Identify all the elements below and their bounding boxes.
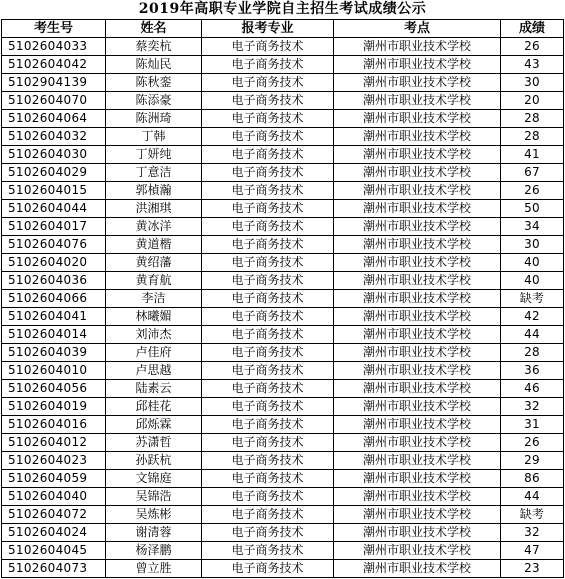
score-cell: 86 <box>501 470 564 488</box>
table-row <box>2 74 564 92</box>
exam-site-cell: 潮州市职业技术学校 <box>334 434 501 452</box>
name-cell: 陈灿民 <box>106 56 202 74</box>
table-row <box>2 542 564 560</box>
table-row <box>2 56 564 74</box>
exam-site-cell: 潮州市职业技术学校 <box>334 344 501 362</box>
name-cell: 邱烁霖 <box>106 416 202 434</box>
exam-no-cell: 5102604045 <box>2 542 106 560</box>
exam-no-cell: 5102604059 <box>2 470 106 488</box>
major-cell: 电子商务技术 <box>202 182 334 200</box>
name-cell: 陈秋銮 <box>106 74 202 92</box>
major-cell: 电子商务技术 <box>202 524 334 542</box>
exam-no-cell: 5102604024 <box>2 524 106 542</box>
name-cell: 黄冰洋 <box>106 218 202 236</box>
score-cell: 28 <box>501 128 564 146</box>
major-cell: 电子商务技术 <box>202 542 334 560</box>
exam-no-cell: 5102604033 <box>2 38 106 56</box>
table-row <box>2 128 564 146</box>
table-row <box>2 524 564 542</box>
score-cell: 34 <box>501 218 564 236</box>
major-cell: 电子商务技术 <box>202 74 334 92</box>
major-cell: 电子商务技术 <box>202 110 334 128</box>
table-row <box>2 236 564 254</box>
exam-site-cell: 潮州市职业技术学校 <box>334 164 501 182</box>
exam-site-cell: 潮州市职业技术学校 <box>334 56 501 74</box>
exam-no-cell: 5102604072 <box>2 506 106 524</box>
score-cell: 26 <box>501 38 564 56</box>
major-cell: 电子商务技术 <box>202 506 334 524</box>
exam-site-cell: 潮州市职业技术学校 <box>334 362 501 380</box>
major-cell: 电子商务技术 <box>202 416 334 434</box>
score-cell: 28 <box>501 344 564 362</box>
score-cell: 32 <box>501 398 564 416</box>
score-cell: 20 <box>501 92 564 110</box>
exam-no-cell: 5102604040 <box>2 488 106 506</box>
exam-no-cell: 5102604076 <box>2 236 106 254</box>
table-row <box>2 200 564 218</box>
score-cell: 44 <box>501 488 564 506</box>
name-cell: 林曦媚 <box>106 308 202 326</box>
table-row <box>2 272 564 290</box>
score-cell: 23 <box>501 560 564 578</box>
table-row <box>2 218 564 236</box>
major-cell: 电子商务技术 <box>202 488 334 506</box>
score-cell: 31 <box>501 416 564 434</box>
name-cell: 黄绍藩 <box>106 254 202 272</box>
name-cell: 丁意洁 <box>106 164 202 182</box>
name-cell: 李洁 <box>106 290 202 308</box>
exam-no-cell: 5102604070 <box>2 92 106 110</box>
table-row <box>2 560 564 578</box>
col-header-exam-site: 考点 <box>334 20 501 38</box>
table-row <box>2 308 564 326</box>
exam-site-cell: 潮州市职业技术学校 <box>334 308 501 326</box>
major-cell: 电子商务技术 <box>202 560 334 578</box>
exam-site-cell: 潮州市职业技术学校 <box>334 200 501 218</box>
major-cell: 电子商务技术 <box>202 146 334 164</box>
table-row <box>2 290 564 308</box>
score-cell: 43 <box>501 56 564 74</box>
name-cell: 陆素云 <box>106 380 202 398</box>
table-row <box>2 164 564 182</box>
table-row <box>2 380 564 398</box>
table-row <box>2 506 564 524</box>
exam-site-cell: 潮州市职业技术学校 <box>334 38 501 56</box>
page-title: 2019年高职专业学院自主招生考试成绩公示 <box>138 1 427 17</box>
name-cell: 孙跃杭 <box>106 452 202 470</box>
exam-no-cell: 5102604039 <box>2 344 106 362</box>
name-cell: 卢思越 <box>106 362 202 380</box>
score-cell: 42 <box>501 308 564 326</box>
name-cell: 吴炼彬 <box>106 506 202 524</box>
score-cell: 30 <box>501 74 564 92</box>
table-row <box>2 92 564 110</box>
major-cell: 电子商务技术 <box>202 398 334 416</box>
table-row <box>2 362 564 380</box>
exam-site-cell: 潮州市职业技术学校 <box>334 506 501 524</box>
name-cell: 杨泽鹏 <box>106 542 202 560</box>
exam-site-cell: 潮州市职业技术学校 <box>334 128 501 146</box>
exam-no-cell: 5102604036 <box>2 272 106 290</box>
table-row <box>2 146 564 164</box>
exam-site-cell: 潮州市职业技术学校 <box>334 290 501 308</box>
table-row <box>2 470 564 488</box>
name-cell: 丁妍纯 <box>106 146 202 164</box>
major-cell: 电子商务技术 <box>202 164 334 182</box>
exam-site-cell: 潮州市职业技术学校 <box>334 560 501 578</box>
exam-no-cell: 5102604044 <box>2 200 106 218</box>
major-cell: 电子商务技术 <box>202 380 334 398</box>
exam-no-cell: 5102604015 <box>2 182 106 200</box>
exam-site-cell: 潮州市职业技术学校 <box>334 74 501 92</box>
major-cell: 电子商务技术 <box>202 362 334 380</box>
exam-no-cell: 5102604032 <box>2 128 106 146</box>
major-cell: 电子商务技术 <box>202 308 334 326</box>
name-cell: 卢佳府 <box>106 344 202 362</box>
major-cell: 电子商务技术 <box>202 272 334 290</box>
table-row <box>2 416 564 434</box>
major-cell: 电子商务技术 <box>202 344 334 362</box>
col-header-score: 成绩 <box>501 20 564 38</box>
score-cell: 30 <box>501 236 564 254</box>
score-cell: 50 <box>501 200 564 218</box>
exam-no-cell: 5102904139 <box>2 74 106 92</box>
score-cell: 47 <box>501 542 564 560</box>
name-cell: 陈洲琦 <box>106 110 202 128</box>
name-cell: 郭楨瀚 <box>106 182 202 200</box>
major-cell: 电子商务技术 <box>202 470 334 488</box>
col-header-exam-no: 考生号 <box>2 20 106 38</box>
table-row <box>2 488 564 506</box>
major-cell: 电子商务技术 <box>202 290 334 308</box>
exam-site-cell: 潮州市职业技术学校 <box>334 92 501 110</box>
exam-site-cell: 潮州市职业技术学校 <box>334 326 501 344</box>
exam-site-cell: 潮州市职业技术学校 <box>334 488 501 506</box>
exam-site-cell: 潮州市职业技术学校 <box>334 110 501 128</box>
exam-site-cell: 潮州市职业技术学校 <box>334 272 501 290</box>
exam-site-cell: 潮州市职业技术学校 <box>334 416 501 434</box>
score-cell: 40 <box>501 254 564 272</box>
name-cell: 文锦庭 <box>106 470 202 488</box>
major-cell: 电子商务技术 <box>202 128 334 146</box>
col-header-major: 报考专业 <box>202 20 334 38</box>
exam-site-cell: 潮州市职业技术学校 <box>334 398 501 416</box>
exam-no-cell: 5102604066 <box>2 290 106 308</box>
exam-no-cell: 5102604042 <box>2 56 106 74</box>
table-row <box>2 344 564 362</box>
major-cell: 电子商务技术 <box>202 200 334 218</box>
score-cell: 41 <box>501 146 564 164</box>
exam-site-cell: 潮州市职业技术学校 <box>334 236 501 254</box>
name-cell: 曾立胜 <box>106 560 202 578</box>
exam-no-cell: 5102604029 <box>2 164 106 182</box>
exam-site-cell: 潮州市职业技术学校 <box>334 542 501 560</box>
exam-no-cell: 5102604014 <box>2 326 106 344</box>
table-row <box>2 182 564 200</box>
name-cell: 刘沛杰 <box>106 326 202 344</box>
major-cell: 电子商务技术 <box>202 218 334 236</box>
table-row <box>2 38 564 56</box>
exam-no-cell: 5102604073 <box>2 560 106 578</box>
exam-no-cell: 5102604064 <box>2 110 106 128</box>
name-cell: 黄道楷 <box>106 236 202 254</box>
score-cell: 26 <box>501 182 564 200</box>
exam-no-cell: 5102604016 <box>2 416 106 434</box>
score-cell: 缺考 <box>501 506 564 524</box>
major-cell: 电子商务技术 <box>202 38 334 56</box>
name-cell: 黄育航 <box>106 272 202 290</box>
major-cell: 电子商务技术 <box>202 326 334 344</box>
score-cell: 67 <box>501 164 564 182</box>
exam-site-cell: 潮州市职业技术学校 <box>334 452 501 470</box>
score-cell: 29 <box>501 452 564 470</box>
exam-no-cell: 5102604010 <box>2 362 106 380</box>
score-cell: 46 <box>501 380 564 398</box>
exam-site-cell: 潮州市职业技术学校 <box>334 146 501 164</box>
name-cell: 吴锦浩 <box>106 488 202 506</box>
major-cell: 电子商务技术 <box>202 434 334 452</box>
exam-no-cell: 5102604030 <box>2 146 106 164</box>
table-row <box>2 398 564 416</box>
score-cell: 40 <box>501 272 564 290</box>
exam-no-cell: 5102604019 <box>2 398 106 416</box>
table-row <box>2 452 564 470</box>
major-cell: 电子商务技术 <box>202 236 334 254</box>
name-cell: 洪湘琪 <box>106 200 202 218</box>
name-cell: 陈添豪 <box>106 92 202 110</box>
exam-site-cell: 潮州市职业技术学校 <box>334 254 501 272</box>
table-row <box>2 434 564 452</box>
major-cell: 电子商务技术 <box>202 92 334 110</box>
exam-no-cell: 5102604041 <box>2 308 106 326</box>
score-cell: 36 <box>501 362 564 380</box>
score-cell: 缺考 <box>501 290 564 308</box>
exam-site-cell: 潮州市职业技术学校 <box>334 380 501 398</box>
score-cell: 44 <box>501 326 564 344</box>
exam-no-cell: 5102604023 <box>2 452 106 470</box>
exam-site-cell: 潮州市职业技术学校 <box>334 218 501 236</box>
exam-site-cell: 潮州市职业技术学校 <box>334 470 501 488</box>
exam-no-cell: 5102604017 <box>2 218 106 236</box>
col-header-name: 姓名 <box>106 20 202 38</box>
name-cell: 邱桂花 <box>106 398 202 416</box>
name-cell: 谢清蓉 <box>106 524 202 542</box>
score-cell: 32 <box>501 524 564 542</box>
exam-no-cell: 5102604012 <box>2 434 106 452</box>
major-cell: 电子商务技术 <box>202 254 334 272</box>
score-cell: 28 <box>501 110 564 128</box>
name-cell: 蔡奕杭 <box>106 38 202 56</box>
name-cell: 苏潇哲 <box>106 434 202 452</box>
exam-no-cell: 5102604056 <box>2 380 106 398</box>
table-row <box>2 326 564 344</box>
header-row <box>2 20 564 38</box>
table-row <box>2 254 564 272</box>
score-cell: 26 <box>501 434 564 452</box>
name-cell: 丁韩 <box>106 128 202 146</box>
major-cell: 电子商务技术 <box>202 452 334 470</box>
major-cell: 电子商务技术 <box>202 56 334 74</box>
table-row <box>2 110 564 128</box>
exam-no-cell: 5102604020 <box>2 254 106 272</box>
exam-site-cell: 潮州市职业技术学校 <box>334 524 501 542</box>
exam-site-cell: 潮州市职业技术学校 <box>334 182 501 200</box>
score-table <box>1 19 564 578</box>
